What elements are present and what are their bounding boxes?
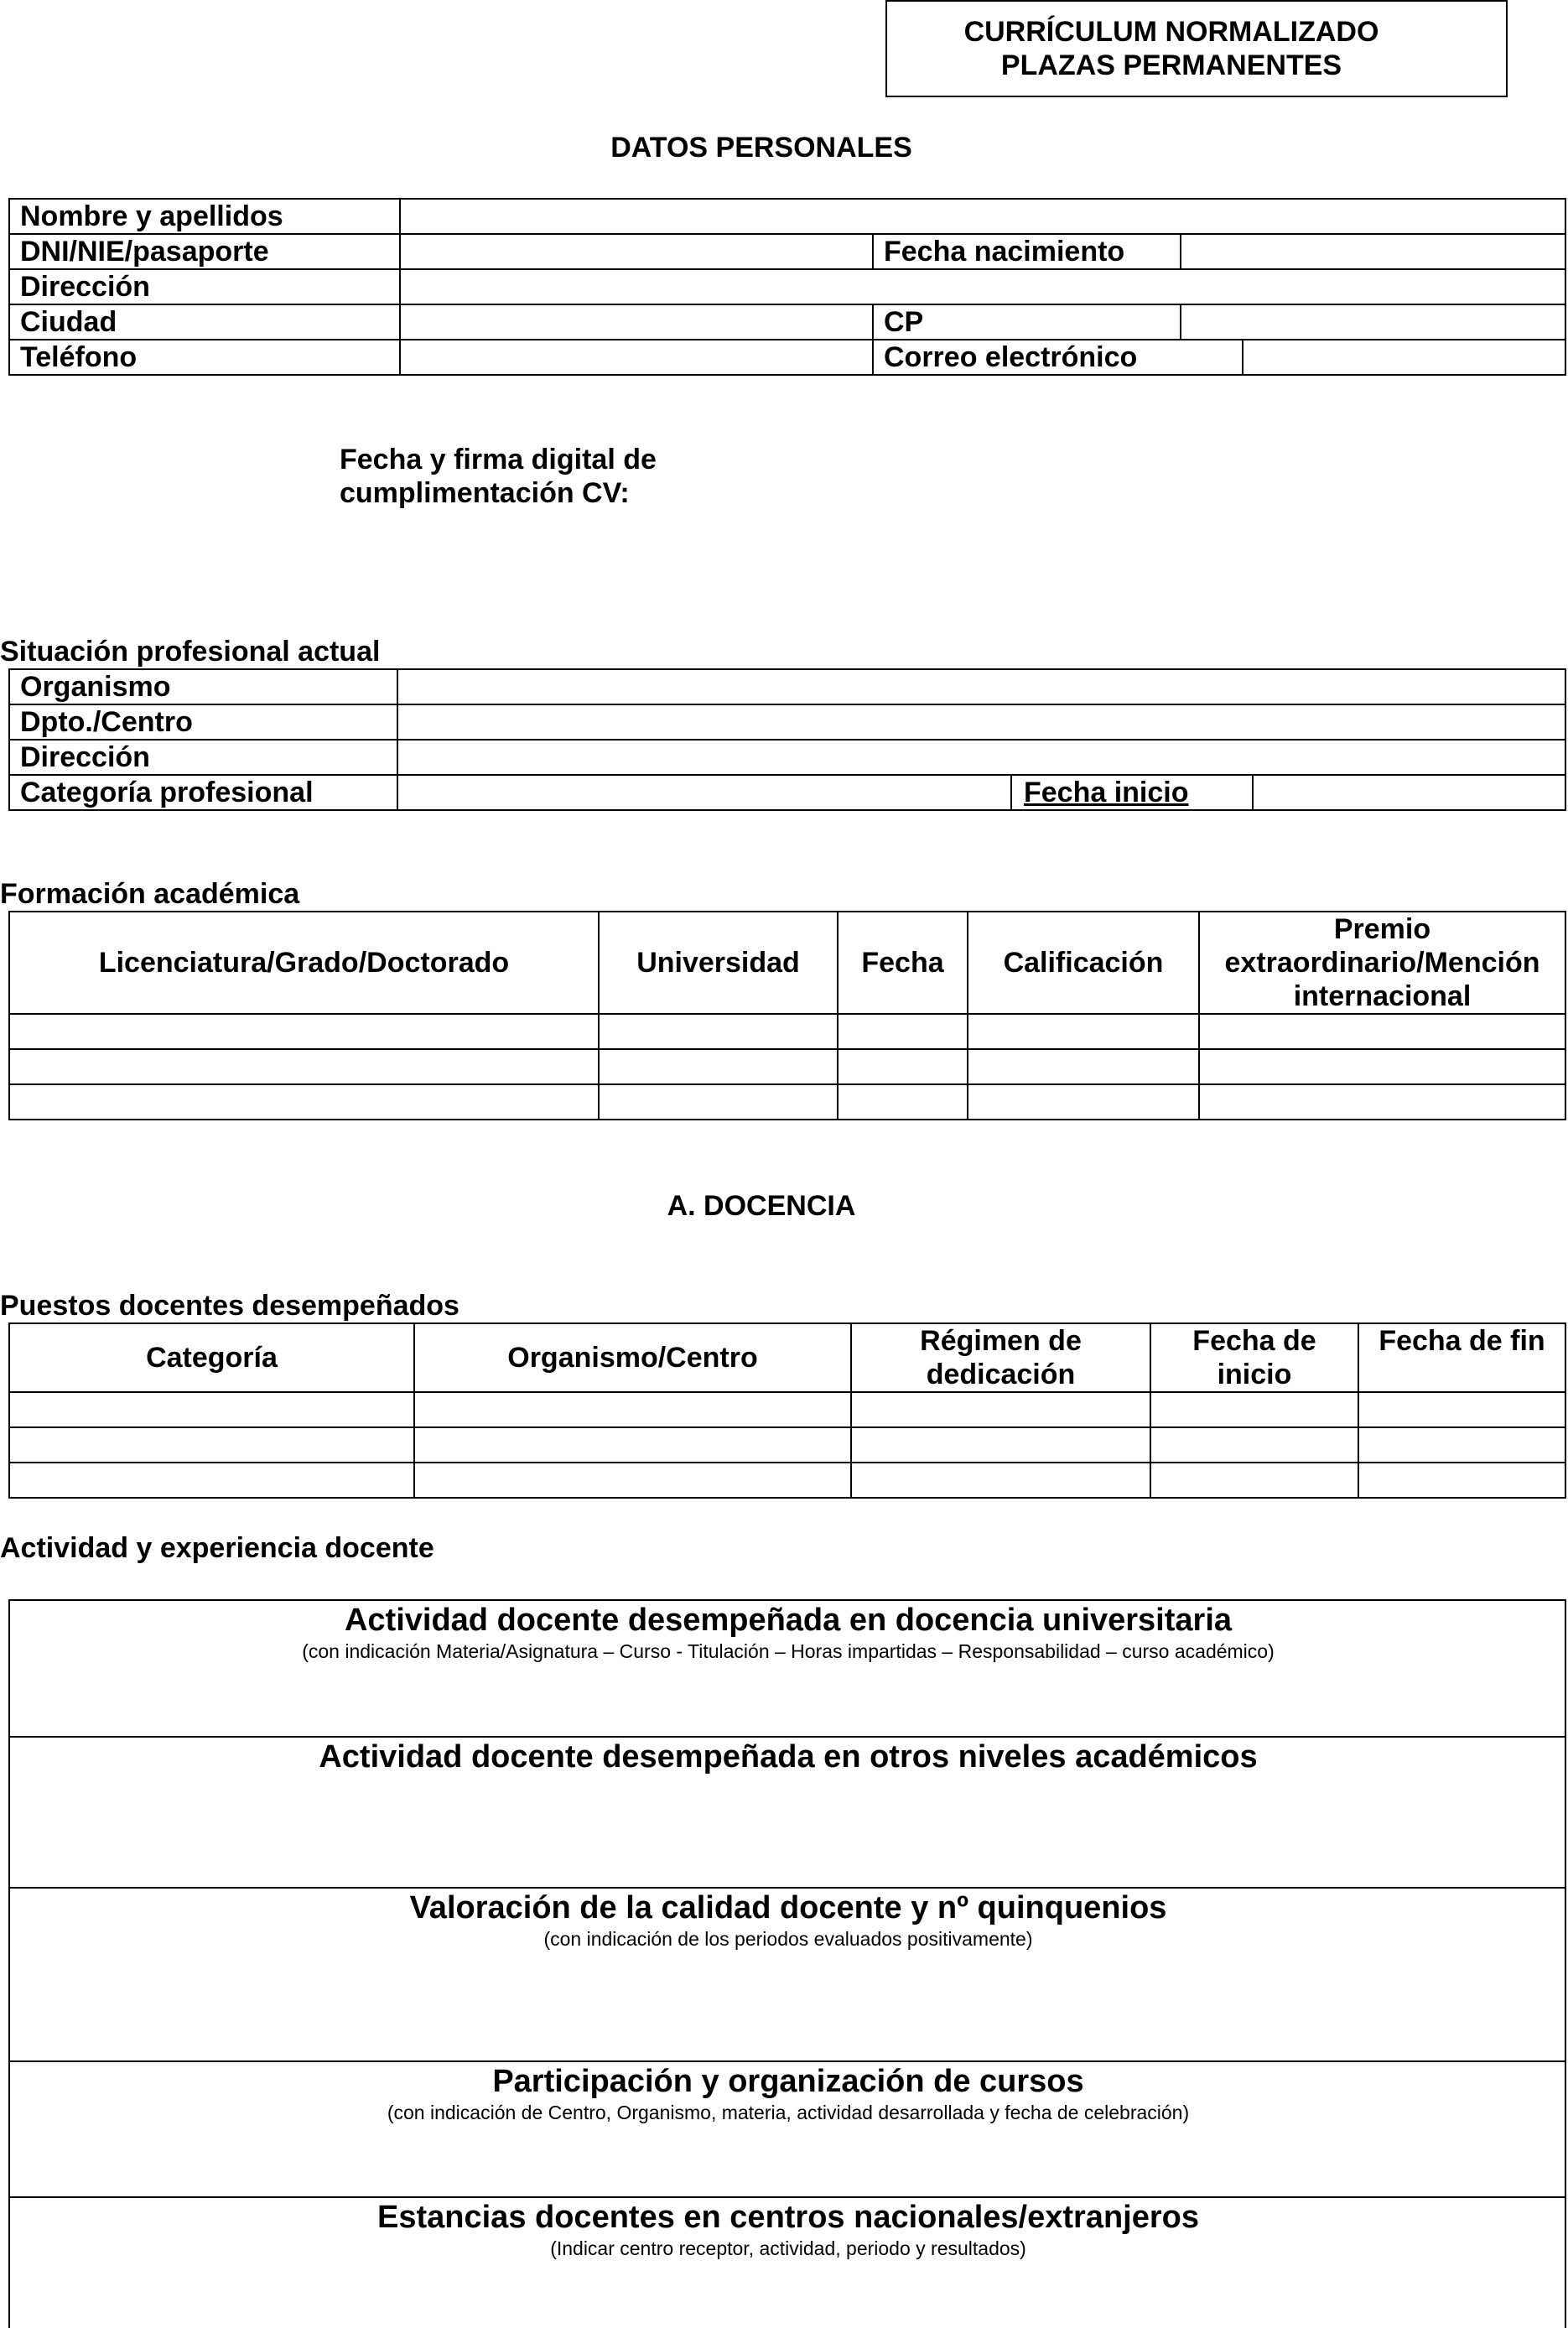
city-label: Ciudad xyxy=(20,306,117,338)
professional-heading: Situación profesional actual xyxy=(0,636,381,668)
id-label: DNI/NIE/pasaporte xyxy=(20,236,269,268)
activity-block-stays-field[interactable] xyxy=(12,2264,1563,2326)
academic-header-date: Fecha xyxy=(861,947,944,979)
department-field[interactable] xyxy=(400,707,1563,737)
address-field[interactable] xyxy=(402,272,1563,302)
category-field[interactable] xyxy=(400,777,1007,808)
city-field[interactable] xyxy=(402,307,869,337)
activity-block-courses-title: Participación y organización de cursos xyxy=(492,2064,1084,2099)
start-date-label: Fecha inicio xyxy=(1024,777,1189,808)
email-field[interactable] xyxy=(1245,342,1563,372)
positions-header-end: Fecha de fin xyxy=(1378,1325,1545,1357)
academic-header-grade: Calificación xyxy=(1003,947,1164,979)
teaching-heading: A. DOCENCIA xyxy=(667,1190,856,1222)
academic-header-award: Premio extraordinario/Mención internacional xyxy=(1224,913,1540,1012)
positions-header-category: Categoría xyxy=(146,1342,278,1374)
activity-block-other-levels-field[interactable] xyxy=(12,1778,1563,1884)
birth-date-field[interactable] xyxy=(1183,236,1563,267)
activity-block-stays-subtitle: (Indicar centro receptor, actividad, periodo y resultados) xyxy=(550,2237,1026,2259)
postal-code-label: CP xyxy=(884,306,924,338)
activity-block-quality-subtitle: (con indicación de los periodos evaluados positivamente) xyxy=(543,1928,1033,1950)
start-date-field[interactable] xyxy=(1255,777,1563,808)
activity-block-other-levels-title: Actividad docente desempeñada en otros niveles académicos xyxy=(319,1739,1258,1775)
id-field[interactable] xyxy=(402,236,869,267)
name-field[interactable] xyxy=(402,201,1563,231)
name-label: Nombre y apellidos xyxy=(20,200,283,232)
department-label: Dpto./Centro xyxy=(20,706,193,738)
organization-label: Organismo xyxy=(20,671,171,703)
activity-block-courses-subtitle: (con indicación de Centro, Organismo, materia, actividad desarrollada y fecha de celebración) xyxy=(387,2102,1190,2123)
organization-field[interactable] xyxy=(400,672,1563,702)
work-address-field[interactable] xyxy=(400,742,1563,772)
phone-label: Teléfono xyxy=(20,341,138,373)
email-label: Correo electrónico xyxy=(884,341,1138,373)
activity-block-university-field[interactable] xyxy=(12,1669,1563,1733)
academic-header-university: Universidad xyxy=(636,947,800,979)
signature-label-line1: Fecha y firma digital de xyxy=(340,444,657,475)
activity-block-university-title: Actividad docente desempeñada en docencia universitaria xyxy=(344,1603,1233,1638)
activity-block-quality-title: Valoración de la calidad docente y nº quinquenios xyxy=(409,1890,1167,1925)
document-title-box xyxy=(885,0,1508,97)
activity-block-quality-field[interactable] xyxy=(12,1956,1563,2057)
postal-code-field[interactable] xyxy=(1183,307,1563,337)
signature-label-line2: cumplimentación CV: xyxy=(340,477,630,509)
category-label: Categoría profesional xyxy=(20,777,314,808)
personal-data-heading: DATOS PERSONALES xyxy=(610,132,912,164)
phone-field[interactable] xyxy=(402,342,869,372)
academic-header-degree: Licenciatura/Grado/Doctorado xyxy=(98,947,510,979)
positions-header-start: Fecha de inicio xyxy=(1192,1325,1316,1390)
address-label: Dirección xyxy=(20,271,150,303)
academic-heading: Formación académica xyxy=(0,878,300,910)
activity-block-university-subtitle: (con indicación Materia/Asignatura – Curso - Titulación – Horas impartidas – Responsabilidad – curso académico) xyxy=(302,1640,1275,1662)
document-title-line2: PLAZAS PERMANENTES xyxy=(1000,49,1342,81)
positions-header-organization: Organismo/Centro xyxy=(507,1342,758,1374)
positions-heading: Puestos docentes desempeñados xyxy=(0,1290,459,1322)
positions-header-regime: Régimen de dedicación xyxy=(920,1325,1082,1390)
work-address-label: Dirección xyxy=(20,741,150,773)
document-title-line1: CURRÍCULUM NORMALIZADO xyxy=(963,16,1379,48)
activity-block-courses-field[interactable] xyxy=(12,2128,1563,2193)
birth-date-label: Fecha nacimiento xyxy=(884,236,1125,268)
activity-block-stays-title: Estancias docentes en centros nacionales/extranjeros xyxy=(377,2200,1199,2235)
activity-heading: Actividad y experiencia docente xyxy=(0,1532,434,1564)
